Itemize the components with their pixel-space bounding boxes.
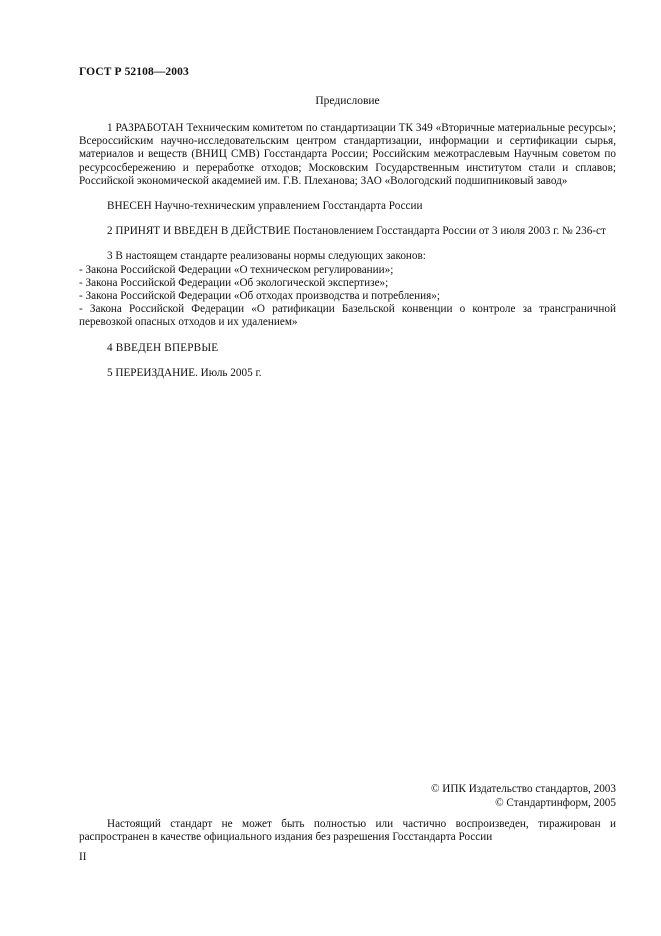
preface-introduced: ВНЕСЕН Научно-техническим управлением Госстандарта России <box>107 200 423 213</box>
preface-item-4: 4 ВВЕДЕН ВПЕРВЫЕ <box>107 341 219 354</box>
law-item: - Закона Российской Федерации «Об экологической экспертизе»; <box>79 276 389 289</box>
law-item: - Закона Российской Федерации «О ратификации Базельской конвенции о контроле за трансграничной перевозкой опасных отходов и их удалением» <box>79 303 616 329</box>
reproduction-notice: Настоящий стандарт не может быть полностью или частично воспроизведен, тиражирован и распространен в качестве официального издания без разрешения Госстандарта России <box>79 818 616 844</box>
copyright-line-2: © Стандартинформ, 2005 <box>495 797 616 809</box>
preface-item-1: 1 РАЗРАБОТАН Техническим комитетом по стандартизации ТК 349 «Вторичные материальные ресурсы»; Всероссийским научно-исследовательским центром стандартизации, информации и сертификации сырья, материалов и веществ (ВНИЦ СМВ) Госстандарта России; Российским межотраслевым Научным советом по ресурсосбережению и переработке отходов; Московским Государственным институтом стали и сплавов; Российской экономической академией им. Г.В. Плеханова; ЗАО «Вологодский подшипниковый завод» <box>79 122 616 187</box>
document-code: ГОСТ Р 52108—2003 <box>79 66 189 78</box>
copyright-block <box>431 782 616 810</box>
law-item: - Закона Российской Федерации «Об отходах производства и потребления»; <box>79 290 440 303</box>
preface-item-2: 2 ПРИНЯТ И ВВЕДЕН В ДЕЙСТВИЕ Постановлением Госстандарта России от 3 июля 2003 г. № 236-ст <box>107 225 606 238</box>
preface-item-3-intro: 3 В настоящем стандарте реализованы нормы следующих законов: <box>107 250 426 263</box>
laws-list <box>79 264 616 330</box>
preface-body <box>79 122 616 392</box>
preface-title: Предисловие <box>315 95 380 107</box>
copyright-line-1: © ИПК Издательство стандартов, 2003 <box>430 783 616 795</box>
preface-item-5: 5 ПЕРЕИЗДАНИЕ. Июль 2005 г. <box>107 366 262 379</box>
law-item: - Закона Российской Федерации «О техническом регулировании»; <box>79 263 394 276</box>
page-number: II <box>79 851 87 863</box>
